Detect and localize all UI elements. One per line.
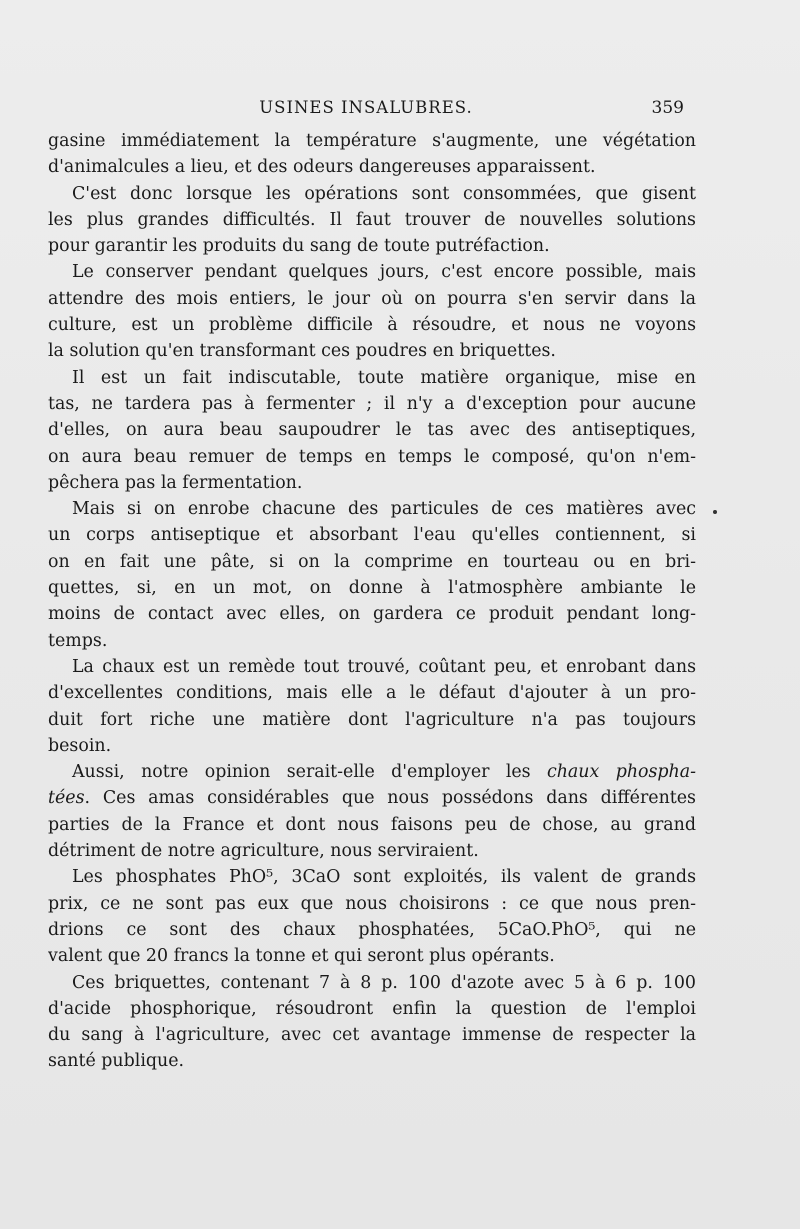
text-line: d'elles, on aura beau saupoudrer le tas avec des antiseptiques, xyxy=(48,420,696,441)
text-line xyxy=(48,759,696,785)
text-line: valent que 20 francs la tonne et qui seront plus opérants. xyxy=(48,946,555,967)
text-line: Le conserver pendant quelques jours, c'est encore possible, mais xyxy=(72,262,696,283)
text-line: moins de contact avec elles, on gardera ce produit pendant long- xyxy=(48,604,696,625)
page-number: 359 xyxy=(651,98,684,118)
text-line: attendre des mois entiers, le jour où on pourra s'en servir dans la xyxy=(48,288,696,309)
text-line: d'excellentes conditions, mais elle a le défaut d'ajouter à un pro- xyxy=(48,683,696,704)
emphasis-text: tées xyxy=(48,788,85,809)
text-line: pêchera pas la fermentation. xyxy=(48,472,303,493)
text-line: Ces briquettes, contenant 7 à 8 p. 100 d'azote avec 5 à 6 p. 100 xyxy=(72,972,696,993)
text-line: C'est donc lorsque les opérations sont consommées, que gisent xyxy=(72,183,696,204)
text-line: Il est un fait indiscutable, toute matière organique, mise en xyxy=(72,367,696,388)
text-fragment: . Ces amas considérables que nous possédons dans différentes xyxy=(84,788,696,809)
text-line: duit fort riche une matière dont l'agriculture n'a pas toujours xyxy=(48,709,696,730)
text-line: les plus grandes difficultés. Il faut trouver de nouvelles solutions xyxy=(48,209,696,230)
text-line: prix, ce ne sont pas eux que nous choisirons : ce que nous pren- xyxy=(48,893,696,914)
text-line: un corps antiseptique et absorbant l'eau qu'elles contiennent, si xyxy=(48,525,696,546)
text-line: détriment de notre agriculture, nous serviraient. xyxy=(48,841,479,862)
text-line xyxy=(48,785,696,811)
text-line: culture, est un problème difficile à résoudre, et nous ne voyons xyxy=(48,315,696,336)
body-text xyxy=(48,128,696,1075)
emphasis-text: chaux phospha- xyxy=(546,762,696,783)
text-line: d'acide phosphorique, résoudront enfin la question de l'emploi xyxy=(48,998,696,1019)
text-line: la solution qu'en transformant ces poudres en briquettes. xyxy=(48,341,556,362)
text-line: besoin. xyxy=(48,735,112,756)
text-line: parties de la France et dont nous faisons peu de chose, au grand xyxy=(48,814,696,835)
text-line: tas, ne tardera pas à fermenter ; il n'y a d'exception pour aucune xyxy=(48,393,696,414)
text-line: La chaux est un remède tout trouvé, coûtant peu, et enrobant dans xyxy=(72,656,696,677)
text-line: quettes, si, en un mot, on donne à l'atmosphère ambiante le xyxy=(48,578,696,599)
text-line: Mais si on enrobe chacune des particules de ces matières avec xyxy=(72,499,696,520)
page-header xyxy=(48,98,684,122)
text-line: gasine immédiatement la température s'augmente, une végétation xyxy=(48,131,696,151)
text-line: on en fait une pâte, si on la comprime en tourteau ou en bri- xyxy=(48,551,696,572)
text-line: d'animalcules a lieu, et des odeurs dangereuses apparaissent. xyxy=(48,157,596,178)
text-line: temps. xyxy=(48,630,108,651)
ink-speck xyxy=(713,510,717,514)
text-fragment: Aussi, notre opinion serait-elle d'employer les xyxy=(72,762,547,783)
text-line: on aura beau remuer de temps en temps le composé, qu'on n'em- xyxy=(48,446,696,467)
text-line: Les phosphates PhO⁵, 3CaO sont exploités, ils valent de grands xyxy=(72,867,696,888)
text-line: du sang à l'agriculture, avec cet avantage immense de respecter la xyxy=(48,1025,696,1046)
running-title: USINES INSALUBRES. xyxy=(259,98,473,117)
text-line: drions ce sont des chaux phosphatées, 5CaO.PhO⁵, qui ne xyxy=(48,919,696,940)
text-line: santé publique. xyxy=(48,1051,185,1072)
text-line: pour garantir les produits du sang de toute putréfaction. xyxy=(48,236,550,257)
